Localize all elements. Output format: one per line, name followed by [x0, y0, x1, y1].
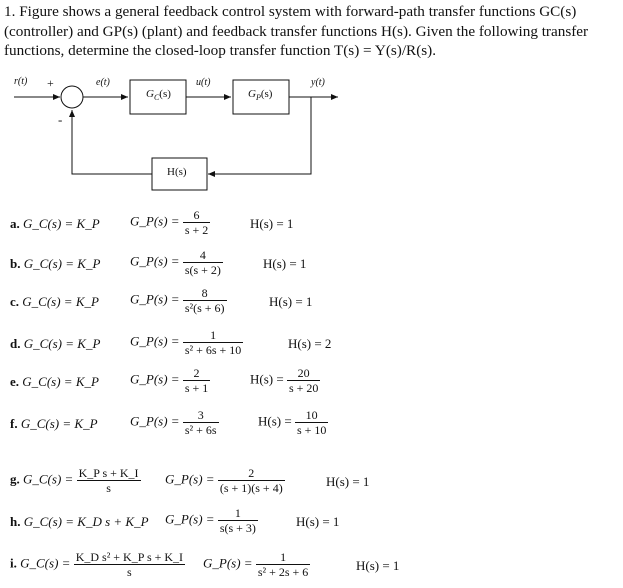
h-lhs: H(s) =	[258, 413, 295, 429]
gc-frac	[77, 466, 141, 495]
gp-expr	[130, 408, 219, 437]
h-expr	[269, 294, 312, 310]
gp-frac-den: s(s + 2)	[184, 263, 221, 277]
gc-text: G_C(s) = K_P	[22, 294, 99, 309]
h-expr	[263, 256, 306, 272]
gp-frac-num: 3	[197, 408, 204, 422]
block-diagram	[0, 0, 623, 200]
gc-text: G_C(s) = K_P	[20, 416, 98, 431]
gc-expr	[10, 336, 100, 352]
gp-frac	[218, 466, 285, 495]
minus-sign: -	[58, 112, 63, 127]
gp-frac-num: 1	[280, 550, 287, 564]
gp-frac-num: 6	[193, 208, 200, 222]
feedback-return	[72, 110, 152, 174]
item-label: d.	[10, 336, 24, 351]
e-label: e(t)	[96, 77, 110, 88]
gp-frac	[183, 366, 210, 395]
gp-frac-den: s² + 2s + 6	[257, 565, 309, 579]
gp-frac	[183, 408, 219, 437]
h-text: H(s) = 1	[250, 216, 294, 231]
gc-text: G_C(s) = K_P	[22, 374, 99, 389]
gp-lhs: G_P(s) =	[203, 555, 256, 571]
gc-expr	[10, 466, 141, 495]
gp-lhs: G_P(s) =	[165, 471, 218, 487]
item-label: c.	[10, 294, 23, 309]
h-text: H(s) = 1	[296, 514, 340, 529]
y-label: y(t)	[311, 77, 325, 88]
gp-lhs: G_P(s) =	[130, 213, 183, 229]
gp-frac-den: (s + 1)(s + 4)	[219, 481, 283, 495]
gc-lhs: G_C(s) =	[20, 555, 74, 571]
gp-expr	[130, 248, 223, 277]
gc-block-label: $G_C(s)$	[146, 88, 171, 103]
item-label: f.	[10, 416, 21, 431]
gp-frac-num: 1	[234, 506, 241, 520]
r-label: r(t)	[14, 76, 28, 87]
summing-junction	[61, 86, 83, 108]
gc-lhs: G_C(s) =	[23, 471, 77, 487]
gp-expr	[165, 466, 285, 495]
gp-expr	[130, 366, 210, 395]
gp-lhs: G_P(s) =	[130, 333, 183, 349]
h-lhs: H(s) =	[250, 371, 287, 387]
h-text: H(s) = 1	[269, 294, 313, 309]
gp-frac-num: 4	[199, 248, 206, 262]
h-text: H(s) = 1	[263, 256, 307, 271]
u-label: u(t)	[196, 77, 211, 88]
gp-lhs: G_P(s) =	[130, 291, 183, 307]
h-expr	[250, 366, 320, 395]
h-expr	[296, 514, 339, 530]
gc-frac	[74, 550, 185, 579]
h-frac	[287, 366, 320, 395]
gc-text: G_C(s) = K_P	[23, 216, 100, 231]
gp-frac-den: s + 2	[184, 223, 209, 237]
gp-frac	[183, 248, 223, 277]
gc-text: G_C(s) = K_P	[23, 256, 101, 271]
gc-text: G_C(s) = K_P	[23, 336, 101, 351]
gc-text: G_C(s) = K_D s + K_P	[23, 514, 149, 529]
item-label: e.	[10, 374, 23, 389]
gp-frac	[256, 550, 310, 579]
gp-frac	[183, 208, 210, 237]
gc-expr	[10, 256, 100, 272]
h-frac	[295, 408, 328, 437]
h-text: H(s) = 1	[326, 474, 370, 489]
h-expr	[250, 216, 293, 232]
gp-block-label: $G_P(s)$	[248, 88, 273, 103]
gc-frac-den: s	[77, 480, 141, 495]
item-label: g.	[10, 471, 23, 487]
gp-frac-den: s(s + 3)	[219, 521, 256, 535]
gc-expr	[10, 416, 98, 432]
gp-expr	[130, 208, 210, 237]
gp-expr	[203, 550, 310, 579]
h-frac-num: 20	[297, 366, 310, 380]
plus-sign: +	[47, 76, 54, 90]
item-label: a.	[10, 216, 23, 231]
gc-expr	[10, 550, 185, 579]
gp-frac-den: s² + 6s	[184, 423, 217, 437]
gp-frac-den: s² + 6s + 10	[184, 343, 242, 357]
gp-expr	[165, 506, 258, 535]
gp-frac-num: 2	[193, 366, 200, 380]
gc-frac-num: K_P s + K_I	[78, 466, 139, 480]
h-expr	[326, 474, 369, 490]
gc-expr	[10, 216, 100, 232]
gp-frac	[218, 506, 258, 535]
gc-expr	[10, 514, 149, 530]
gc-expr	[10, 294, 99, 310]
gp-frac-den: s + 1	[184, 381, 209, 395]
h-text: H(s) = 2	[288, 336, 332, 351]
gp-frac-num: 2	[248, 466, 255, 480]
h-frac-den: s + 20	[288, 381, 319, 395]
gc-frac-den: s	[74, 564, 185, 579]
h-expr	[288, 336, 331, 352]
h-block-label: H(s)	[167, 166, 187, 178]
h-expr	[356, 558, 399, 574]
gp-lhs: G_P(s) =	[130, 371, 183, 387]
gp-expr	[130, 328, 243, 357]
gp-lhs: G_P(s) =	[165, 511, 218, 527]
h-frac-den: s + 10	[296, 423, 327, 437]
h-frac-num: 10	[305, 408, 318, 422]
gp-lhs: G_P(s) =	[130, 413, 183, 429]
gp-frac-num: 1	[210, 328, 217, 342]
h-text: H(s) = 1	[356, 558, 400, 573]
gp-frac-num: 8	[201, 286, 208, 300]
item-label: h.	[10, 514, 24, 529]
gp-lhs: G_P(s) =	[130, 253, 183, 269]
h-expr	[258, 408, 328, 437]
item-label: b.	[10, 256, 24, 271]
gp-frac	[183, 286, 227, 315]
question-text: 1. Figure shows a general feedback control system with forward-path transfer functions GC(s) (controller) and GP(s) (plant) and feedback transfer functions H(s). Given the following transfer functions, determine the closed-loop transfer function T(s) = Y(s)/R(s).	[4, 3, 589, 59]
gp-frac-den: s²(s + 6)	[184, 301, 225, 315]
item-label: i.	[10, 555, 21, 571]
gc-frac-num: K_D s² + K_P s + K_I	[75, 550, 184, 564]
gp-frac	[183, 328, 243, 357]
gp-expr	[130, 286, 227, 315]
gc-expr	[10, 374, 99, 390]
